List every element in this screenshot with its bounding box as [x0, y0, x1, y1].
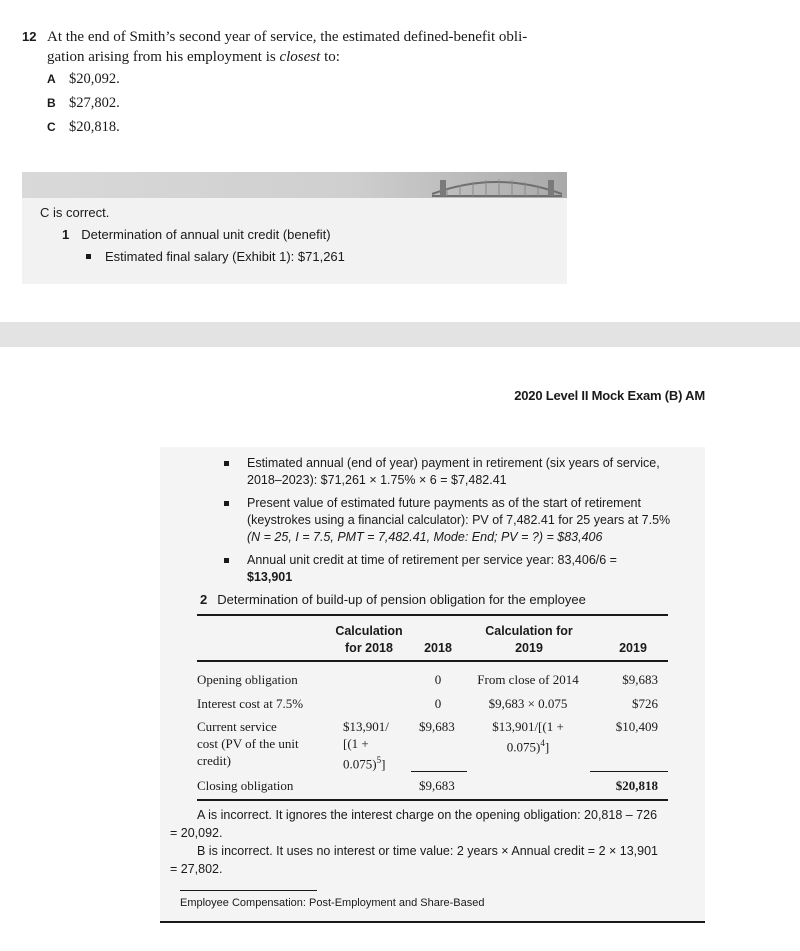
explanation-b-line-2: = 27,802. [170, 862, 223, 876]
option-c[interactable] [47, 119, 120, 136]
row-closing-2019: $20,818 [615, 778, 658, 793]
bullet-marker [224, 501, 229, 506]
explanation-a-line-1: A is incorrect. It ignores the interest charge on the opening obligation: 20,818 – 726 [197, 808, 658, 822]
row-opening-label: Opening obligation [197, 672, 298, 687]
header-calc-2019 [470, 623, 588, 657]
page-bottom-rule [160, 921, 705, 923]
option-letter: C [47, 120, 56, 134]
subtotal-rule-2019 [590, 771, 668, 772]
bullet-unit-credit [227, 552, 682, 586]
question-emphasis: closest [279, 49, 321, 65]
calc-exponent: 4 [540, 738, 545, 748]
row-opening-2019: $9,683 [622, 672, 658, 687]
header-line: Calculation [335, 624, 403, 638]
calc-base: 0.075) [343, 756, 377, 772]
option-value: $20,092. [69, 71, 120, 87]
bullet-final-salary [86, 249, 345, 264]
calc-line [343, 752, 389, 772]
label-line: credit) [197, 753, 231, 768]
bullet-line: (N = 25, I = 7.5, PMT = 7,482.41, Mode: End; PV = ?) = $83,406 [247, 530, 603, 544]
question-line-2-pre: gation arising from his employment is [47, 49, 280, 65]
option-a[interactable] [47, 71, 120, 88]
step-number: 1 [62, 227, 70, 242]
row-service-calc-2019 [468, 718, 588, 755]
subtotal-rule-2018 [411, 771, 467, 772]
header-calc-2018 [330, 623, 408, 657]
calc-base: 0.075) [506, 739, 541, 755]
footer-rule [180, 890, 317, 891]
bullet-line: Annual unit credit at time of retirement per service year: 83,406/6 = [247, 553, 617, 567]
bridge-icon [432, 174, 562, 198]
row-interest-2019: $726 [632, 696, 658, 711]
row-interest-label: Interest cost at 7.5% [197, 696, 304, 711]
header-2019: 2019 [619, 641, 647, 655]
explanation-a-line-2: = 20,092. [170, 826, 223, 840]
header-line: Calculation for [485, 624, 573, 638]
step-1 [62, 227, 331, 242]
row-opening-calc-2019: From close of 2014 [477, 672, 579, 687]
calc-line [468, 735, 588, 755]
explanations [170, 806, 697, 878]
option-letter: A [47, 72, 56, 86]
question-number: 12 [22, 29, 37, 44]
question-line-2 [47, 47, 567, 67]
header-2018: 2018 [424, 641, 452, 655]
row-service-calc-2018 [343, 718, 389, 772]
option-value: $20,818. [69, 119, 120, 135]
calc-exponent: 5 [376, 755, 382, 765]
bullet-line: Estimated annual (end of year) payment in retirement (six years of service, [247, 456, 660, 470]
bullet-line: Present value of estimated future payments as of the start of retirement [247, 496, 641, 510]
calc-end: ] [544, 739, 550, 755]
row-closing-label: Closing obligation [197, 778, 294, 793]
header-line: 2019 [515, 641, 543, 655]
option-value: $27,802. [69, 95, 120, 111]
table-top-rule [197, 614, 668, 616]
calc-line: $13,901/[(1 + [492, 719, 564, 734]
header-line: for 2018 [345, 641, 393, 655]
calc-end: ] [381, 756, 386, 772]
row-interest-calc-2019: $9,683 × 0.075 [488, 696, 568, 711]
step-text: Determination of build-up of pension obligation for the employee [217, 592, 586, 607]
bullet-line: 2018–2023): $71,261 × 1.75% × 6 = $7,482.41 [247, 473, 507, 487]
question-text [47, 27, 567, 67]
footer-text: Employee Compensation: Post-Employment and Share-Based [180, 897, 485, 909]
calc-line: [(1 + [343, 736, 369, 751]
row-opening-2018: 0 [434, 672, 442, 687]
correct-answer: C is correct. [40, 205, 110, 220]
row-service-label [197, 718, 299, 769]
row-closing-2018: $9,683 [419, 778, 455, 793]
label-line: cost (PV of the unit [197, 736, 299, 751]
option-b[interactable] [47, 95, 120, 112]
option-letter: B [47, 96, 56, 110]
row-service-2019: $10,409 [615, 719, 658, 734]
step-text: Determination of annual unit credit (benefit) [81, 227, 331, 242]
page-separator [0, 322, 800, 347]
row-service-2018: $9,683 [419, 719, 455, 734]
bullet-line: $13,901 [247, 570, 293, 584]
table-bottom-rule [197, 799, 668, 801]
bullet-text: Estimated final salary (Exhibit 1): $71,261 [105, 249, 345, 264]
step-2 [200, 592, 586, 607]
bullet-present-value [227, 495, 682, 546]
table-header-rule [197, 660, 668, 662]
bullet-marker [86, 254, 91, 259]
bullet-marker [224, 558, 229, 563]
calc-line: $13,901/ [343, 719, 389, 734]
bullet-line: (keystrokes using a financial calculator): PV of 7,482.41 for 25 years at 7.5% [247, 513, 671, 527]
bullet-annual-payment [227, 455, 682, 489]
question-line-2-post: to: [320, 49, 340, 65]
label-line: Current service [197, 719, 277, 734]
question-line-1: At the end of Smith’s second year of service, the estimated defined-benefit obli- [47, 29, 528, 45]
explanation-b-line-1: B is incorrect. It uses no interest or time value: 2 years × Annual credit = 2 × 13,901 [197, 844, 659, 858]
row-interest-2018: 0 [434, 696, 442, 711]
step-number: 2 [200, 592, 208, 607]
exam-title: 2020 Level II Mock Exam (B) AM [514, 388, 705, 403]
bullet-marker [224, 461, 229, 466]
